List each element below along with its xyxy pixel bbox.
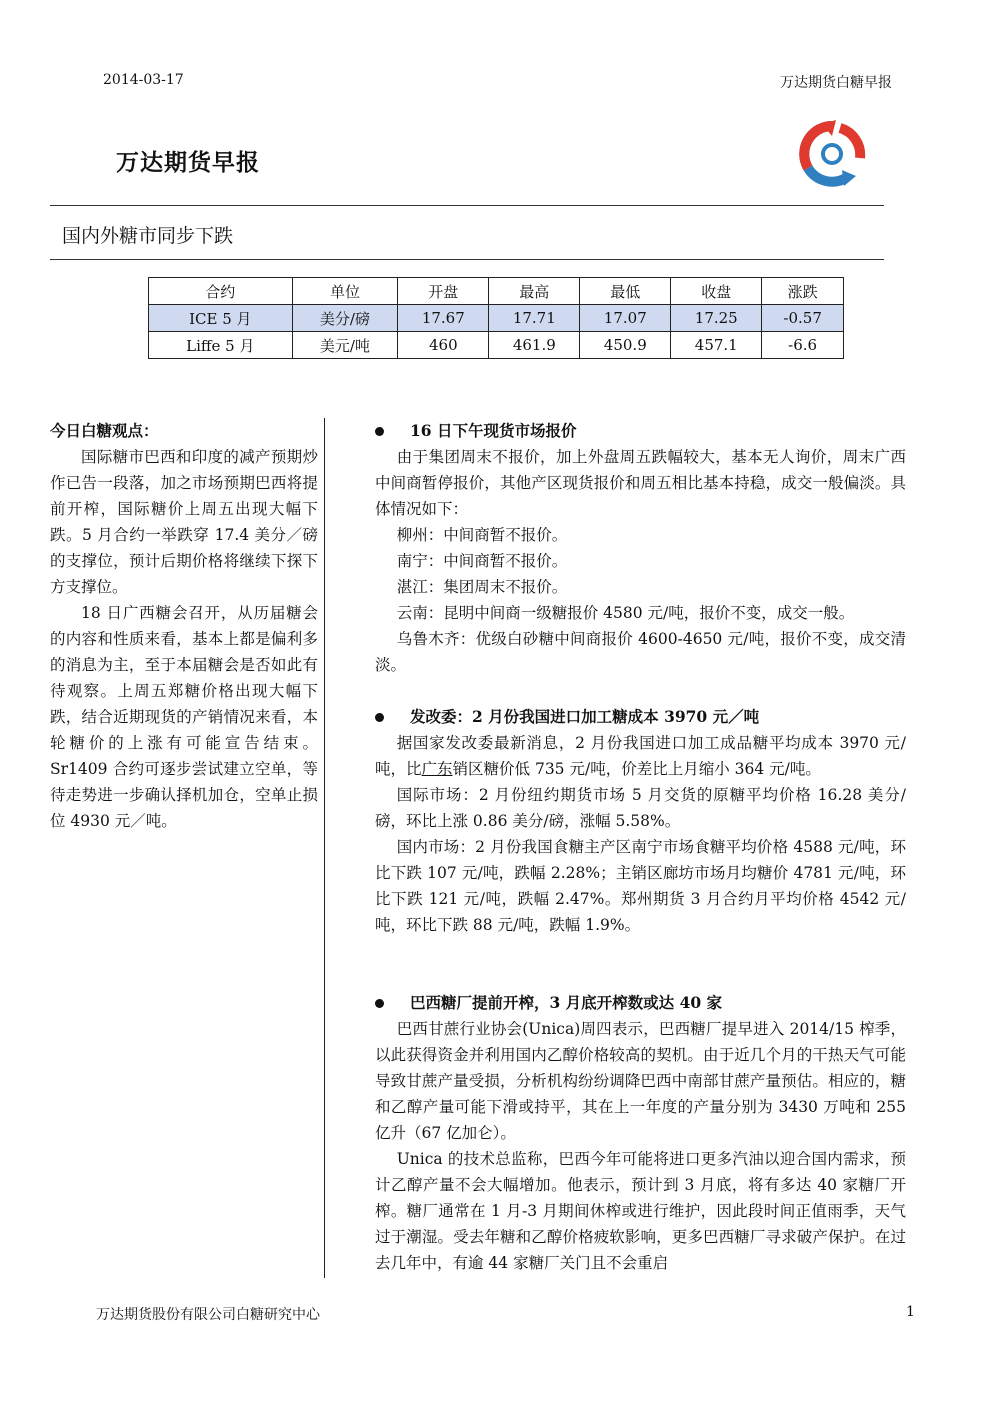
news-column (375, 418, 906, 1276)
table-cell: 457.1 (671, 332, 762, 359)
table-cell: 450.9 (580, 332, 671, 359)
bullet-icon (375, 999, 384, 1008)
table-cell: ICE 5 月 (149, 305, 293, 332)
table-header-cell: 合约 (149, 278, 293, 305)
bullet-icon (375, 427, 384, 436)
report-subtitle: 国内外糖市同步下跌 (62, 225, 234, 247)
table-header-row (149, 278, 844, 305)
table-cell: 17.25 (671, 305, 762, 332)
sugar-view-column (50, 418, 318, 834)
news-heading (375, 990, 906, 1016)
news-paragraph (375, 730, 906, 782)
table-cell: 461.9 (489, 332, 580, 359)
spacer (375, 678, 906, 704)
news-paragraph: 巴西甘蔗行业协会(Unica)周四表示，巴西糖厂提早进入 2014/15 榨季，以此获得资金并利用国内乙醇价格较高的契机。由于近几个月的干热天气可能导致甘蔗产量受损，分析机构纷纷调降巴西中南部甘蔗产量预估。相应的，糖和乙醇产量可能下滑或持平，其在上一年度的产量分别为 3430 万吨和 255 亿升（67 亿加仑）。 (375, 1020, 906, 1142)
spacer (375, 938, 906, 990)
table-cell: 460 (398, 332, 489, 359)
news-heading-text: 16 日下午现货市场报价 (410, 421, 577, 440)
table-row (149, 332, 844, 359)
news-paragraph: 云南：昆明中间商一级糖报价 4580 元/吨，报价不变，成交一般。 (396, 604, 855, 622)
quotes-table (148, 277, 844, 359)
table-header-cell: 单位 (292, 278, 398, 305)
news-paragraph: 国际市场：2 月份纽约期货市场 5 月交货的原糖平均价格 16.28 美分/磅，环比上涨 0.86 美分/磅，涨幅 5.58%。 (375, 786, 906, 830)
table-cell: 美分/磅 (292, 305, 398, 332)
subtitle-rule (50, 259, 884, 260)
header-date: 2014-03-17 (103, 72, 184, 88)
news-paragraph: 南宁：中间商暂不报价。 (396, 552, 568, 570)
news-text: 据国家发改委最新消息，2 月份我国进口加工成品糖平均成本 3970 元/吨，比 (375, 734, 906, 778)
news-paragraph: 国内市场：2 月份我国食糖主产区南宁市场食糖平均价格 4588 元/吨，环比下跌 107 元/吨，跌幅 2.28%；主销区廊坊市场月均糖价 4781 元/吨，环比下跌 121 元/吨，跌幅 2.47%。郑州期货 3 月合约月平均价格 4542 元/吨，环比下跌 88 元/吨，跌幅 1.9%。 (375, 838, 906, 934)
table-header-cell: 开盘 (398, 278, 489, 305)
news-paragraph: 柳州：中间商暂不报价。 (396, 526, 568, 544)
table-cell: -0.57 (762, 305, 844, 332)
report-title: 万达期货早报 (116, 149, 260, 176)
sugar-view-paragraph: 国际糖市巴西和印度的减产预期炒作已告一段落，加之市场预期巴西将提前开榨，国际糖价上周五出现大幅下跌。5 月合约一举跌穿 17.4 美分／磅的支撑位，预计后期价格将继续下探下方支撑位。 (50, 448, 318, 596)
table-row (149, 305, 844, 332)
table-cell: Liffe 5 月 (149, 332, 293, 359)
news-paragraph: 乌鲁木齐：优级白砂糖中间商报价 4600-4650 元/吨，报价不变，成交清淡。 (375, 630, 906, 674)
news-paragraph: 由于集团周末不报价，加上外盘周五跌幅较大，基本无人询价，周末广西中间商暂停报价，其他产区现货报价和周五相比基本持稳，成交一般偏淡。具体情况如下： (375, 448, 906, 518)
underlined-text: 广东 (421, 760, 453, 778)
bullet-icon (375, 713, 384, 722)
page-number: 1 (906, 1304, 915, 1320)
news-heading-text: 巴西糖厂提前开榨，3 月底开榨数或达 40 家 (410, 993, 723, 1012)
table-cell: -6.6 (762, 332, 844, 359)
circular-arrows-logo-icon (796, 118, 868, 190)
table-header-cell: 收盘 (671, 278, 762, 305)
footer-company: 万达期货股份有限公司白糖研究中心 (96, 1307, 320, 1323)
news-text: 销区糖价低 735 元/吨，价差比上月缩小 364 元/吨。 (452, 760, 821, 778)
table-header-cell: 最高 (489, 278, 580, 305)
table-cell: 17.67 (398, 305, 489, 332)
sugar-view-heading: 今日白糖观点： (50, 421, 159, 440)
table-header-cell: 最低 (580, 278, 671, 305)
header-report-name: 万达期货白糖早报 (780, 75, 892, 91)
news-paragraph: 湛江：集团周末不报价。 (396, 578, 568, 596)
news-heading-text: 发改委：2 月份我国进口加工糖成本 3970 元／吨 (410, 707, 760, 726)
column-divider (324, 418, 325, 1278)
table-cell: 17.71 (489, 305, 580, 332)
header-rule (50, 205, 884, 206)
sugar-view-paragraph: 18 日广西糖会召开，从历届糖会的内容和性质来看，基本上都是偏利多的消息为主，至于本届糖会是否如此有待观察。上周五郑糖价格出现大幅下跌，结合近期现货的产销情况来看，本轮糖价的上涨有可能宣告结束。Sr1409 合约可逐步尝试建立空单，等待走势进一步确认择机加仓，空单止损位 4930 元／吨。 (50, 604, 318, 830)
table-header-cell: 涨跌 (762, 278, 844, 305)
table-cell: 美元/吨 (292, 332, 398, 359)
news-paragraph: Unica 的技术总监称，巴西今年可能将进口更多汽油以迎合国内需求，预计乙醇产量不会大幅增加。他表示，预计到 3 月底，将有多达 40 家糖厂开榨。糖厂通常在 1 月-3 月期间休榨或进行维护，因此段时间正值雨季，天气过于潮湿。受去年糖和乙醇价格疲软影响，更多巴西糖厂寻求破产保护。在过去几年中，有逾 44 家糖厂关门且不会重启 (375, 1150, 906, 1272)
news-heading (375, 704, 906, 730)
news-heading (375, 418, 906, 444)
table-cell: 17.07 (580, 305, 671, 332)
